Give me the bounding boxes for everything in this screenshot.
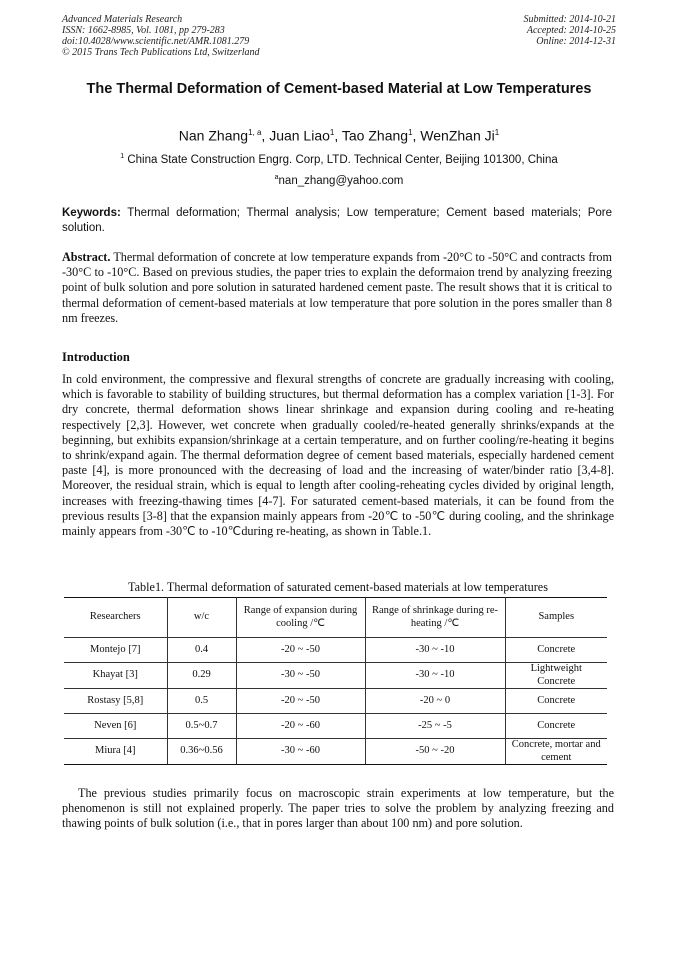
abstract-text: Thermal deformation of concrete at low temperature expands from -20°C to -50°C and contracts from -30°C to -10°C. Based on previous studies, the paper tries to explain the deformaion trend by analyzing freezing point of bulk solution and pore solution in saturated hardened cement paste. The result shows that it is critical to thermal deformation of cement-based materials at low temperature that pore solution in the pores smaller than 8 nm freezes.	[62, 250, 613, 325]
cell-expansion: -20 ~ -60	[236, 714, 365, 739]
header-right	[524, 14, 617, 47]
header-expansion-range: Range of expansion during cooling /℃	[236, 598, 365, 638]
cell-expansion: -30 ~ -50	[236, 663, 365, 689]
author-affiliation-mark: 1, a	[248, 128, 262, 137]
author-affiliation-mark: 1	[329, 128, 335, 137]
author-separator: ,	[261, 127, 270, 144]
cell-expansion: -20 ~ -50	[236, 689, 365, 714]
cell-researcher: Neven [6]	[64, 714, 167, 739]
header-wc: w/c	[167, 598, 236, 638]
table-header-row	[64, 598, 607, 638]
cell-shrinkage: -20 ~ 0	[365, 689, 505, 714]
cell-wc: 0.29	[167, 663, 236, 689]
header-researchers: Researchers	[64, 598, 167, 638]
cell-samples: Concrete, mortar and cement	[505, 739, 607, 765]
cell-researcher: Miura [4]	[64, 739, 167, 765]
keywords	[62, 206, 612, 236]
keywords-label: Keywords:	[62, 207, 121, 219]
journal-name: Advanced Materials Research	[62, 14, 183, 25]
doi: doi:10.4028/www.scientific.net/AMR.1081.279	[62, 36, 250, 47]
cell-researcher: Rostasy [5,8]	[64, 689, 167, 714]
table-caption: Table1. Thermal deformation of saturated cement-based materials at low temperatures	[128, 580, 548, 594]
author-separator: ,	[412, 127, 421, 144]
introduction-paragraph: In cold environment, the compressive and flexural strengths of concrete are gradually increasing with cooling, which is favorable to stability of building structures, but thermal deformation has a complex variation [1-3]. For dry concrete, thermal deformation shows linear shrinkage and expansion during cooling and re-heating respectively [2,3]. However, wet concrete when gradually cooled/re-heated generally shrinks/expands at the beginning, but exhibits expansion/shrinkage at a certain temperature, and on further cooling/re-heating it begins to shrink/expand again. The thermal deformation degree of cement based materials, especially hardened cement paste [4], is more pronounced with the decreasing of load and the increasing of water/binder ratio [3,4-8]. Moreover, the residual strain, which is equal to length after cooling-reheating cycles divided by original length, increases with freezing-thawing times [4-7]. For saturated cement-based materials, it can be found from the previous results [3-8] that the expansion mainly appears from -20℃ to -50℃ during cooling, and the shrinkage mainly appears from -30℃ to -10℃during re-heating, as shown in Table.1.	[62, 372, 614, 539]
paper-title: The Thermal Deformation of Cement-based Material at Low Temperatures	[86, 81, 592, 97]
author-separator: ,	[334, 127, 342, 144]
cell-samples: Concrete	[505, 638, 607, 663]
author: Juan Liao	[269, 127, 330, 144]
cell-wc: 0.4	[167, 638, 236, 663]
affiliation-mark: 1	[120, 153, 125, 160]
cell-shrinkage: -30 ~ -10	[365, 638, 505, 663]
table-row	[64, 663, 607, 689]
thermal-deformation-table	[64, 597, 607, 765]
cell-researcher: Montejo [7]	[64, 638, 167, 663]
closing-paragraph: The previous studies primarily focus on macroscopic strain experiments at low temperature, but the phenomenon is still not explained properly. The paper tries to solve the problem by analyzing freezing and thawing points of bulk solution (i.e., that in pores larger than about 100 nm) and pore solution.	[62, 786, 614, 831]
cell-shrinkage: -25 ~ -5	[365, 714, 505, 739]
email-text: nan_zhang@yahoo.com	[278, 174, 404, 187]
section-heading-introduction: Introduction	[62, 350, 130, 364]
cell-researcher: Khayat [3]	[64, 663, 167, 689]
cell-expansion: -20 ~ -50	[236, 638, 365, 663]
author-email	[62, 171, 616, 188]
cell-wc: 0.5~0.7	[167, 714, 236, 739]
accepted-date: Accepted: 2014-10-25	[526, 25, 616, 36]
cell-samples: Lightweight Concrete	[505, 663, 607, 689]
author-list	[62, 124, 616, 145]
table-row	[64, 739, 607, 765]
table-row	[64, 689, 607, 714]
table-row	[64, 714, 607, 739]
cell-expansion: -30 ~ -60	[236, 739, 365, 765]
affiliation	[62, 150, 616, 167]
header-shrinkage-range: Range of shrinkage during re-heating /℃	[365, 598, 505, 638]
author: Nan Zhang	[178, 127, 249, 144]
cell-wc: 0.36~0.56	[167, 739, 236, 765]
abstract-label: Abstract.	[62, 250, 111, 264]
author-affiliation-mark: 1	[494, 128, 500, 137]
author-affiliation-mark: 1	[408, 128, 413, 137]
table-row	[64, 638, 607, 663]
issn: ISSN: 1662-8985, Vol. 1081, pp 279-283	[62, 25, 225, 36]
header-samples: Samples	[505, 598, 607, 638]
online-date: Online: 2014-12-31	[536, 36, 616, 47]
copyright: © 2015 Trans Tech Publications Ltd, Switzerland	[62, 47, 260, 58]
abstract	[62, 250, 612, 326]
email-mark: a	[274, 174, 279, 181]
cell-shrinkage: -30 ~ -10	[365, 663, 505, 689]
cell-samples: Concrete	[505, 714, 607, 739]
cell-wc: 0.5	[167, 689, 236, 714]
author: WenZhan Ji	[420, 127, 495, 144]
cell-samples: Concrete	[505, 689, 607, 714]
header-left	[62, 14, 260, 58]
affiliation-text: China State Construction Engrg. Corp, LTD. Technical Center, Beijing 101300, China	[127, 153, 558, 166]
keywords-text: Thermal deformation; Thermal analysis; Low temperature; Cement based materials; Pore solution.	[62, 207, 612, 234]
cell-shrinkage: -50 ~ -20	[365, 739, 505, 765]
author: Tao Zhang	[341, 127, 409, 144]
submitted-date: Submitted: 2014-10-21	[523, 14, 616, 25]
